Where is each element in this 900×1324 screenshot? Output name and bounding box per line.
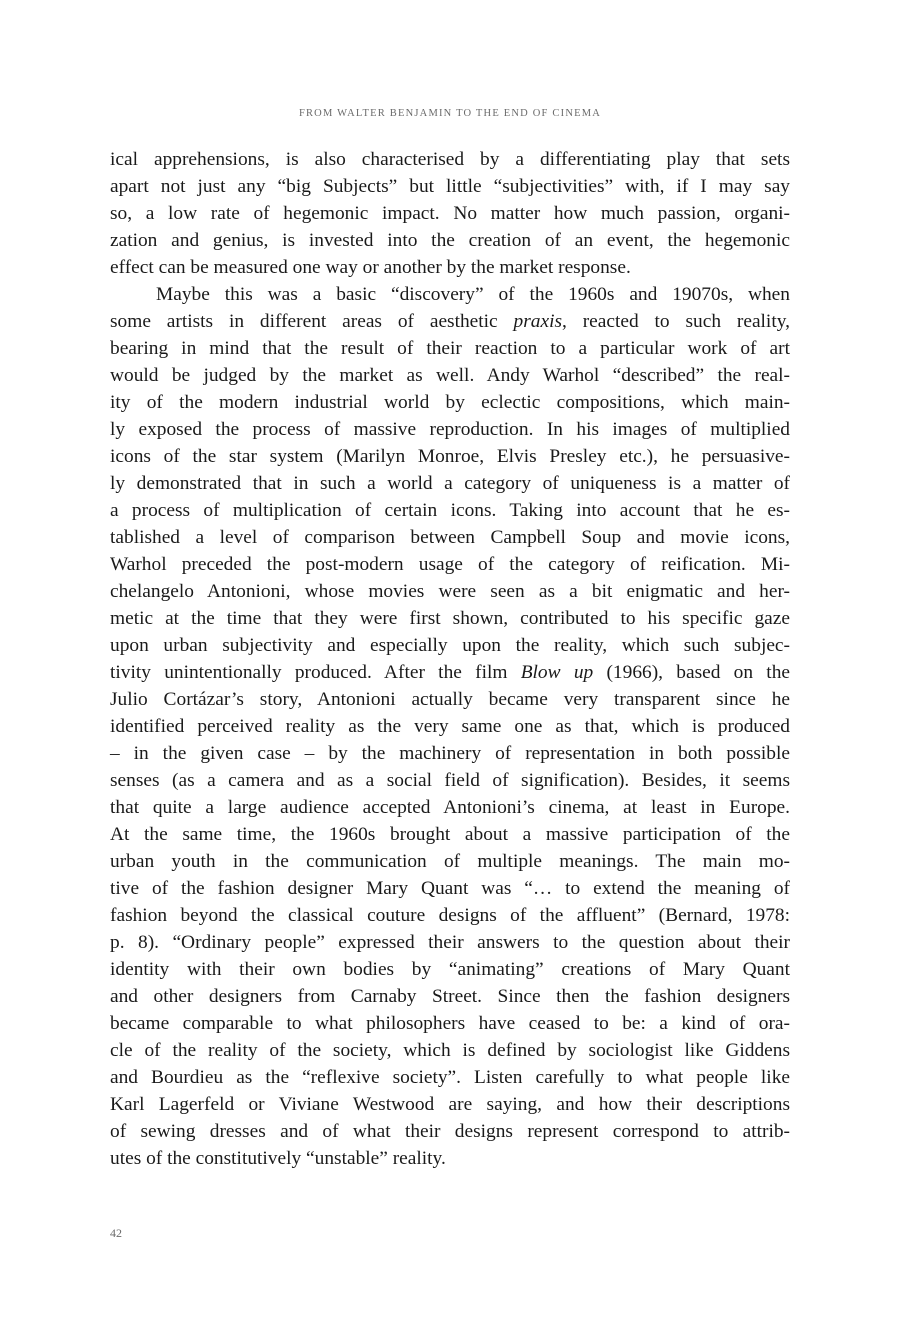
text-line: urban youth in the communication of multiple meanings. The main mo- [110, 851, 790, 872]
text-line: senses (as a camera and as a social field of signification). Besides, it seems [110, 770, 790, 791]
text-line: ly demonstrated that in such a world a category of uniqueness is a matter of [110, 473, 790, 494]
text-line-with-italic [110, 659, 790, 686]
text-line: so, a low rate of hegemonic impact. No matter how much passion, organi- [110, 203, 790, 224]
text-line: utes of the constitutively “unstable” reality. [110, 1148, 446, 1169]
body-text [110, 146, 790, 1172]
text-line: Maybe this was a basic “discovery” of the 1960s and 19070s, when [156, 284, 790, 305]
text-line: bearing in mind that the result of their reaction to a particular work of art [110, 338, 790, 359]
text-line: and Bourdieu as the “reflexive society”. Listen carefully to what people like [110, 1067, 790, 1088]
text-line: zation and genius, is invested into the creation of an event, the hegemonic [110, 230, 790, 251]
italic-film-title: Blow up [520, 662, 594, 683]
text-fragment: , reacted to such reality, [562, 311, 790, 332]
text-line: chelangelo Antonioni, whose movies were seen as a bit enigmatic and her- [110, 581, 790, 602]
text-fragment: tivity unintentionally produced. After the film [110, 662, 521, 683]
text-line: Karl Lagerfeld or Viviane Westwood are saying, and how their descriptions [110, 1094, 790, 1115]
text-fragment: (1966), based on the [593, 662, 790, 683]
text-line: p. 8). “Ordinary people” expressed their answers to the question about their [110, 932, 790, 953]
text-line: ity of the modern industrial world by eclectic compositions, which main- [110, 392, 790, 413]
text-line: Julio Cortázar’s story, Antonioni actually became very transparent since he [110, 689, 790, 710]
page-number: 42 [110, 1226, 122, 1240]
text-line: a process of multiplication of certain icons. Taking into account that he es- [110, 500, 790, 521]
text-line: icons of the star system (Marilyn Monroe, Elvis Presley etc.), he persuasive- [110, 446, 790, 467]
text-line: would be judged by the market as well. Andy Warhol “described” the real- [110, 365, 790, 386]
text-line: At the same time, the 1960s brought about a massive participation of the [110, 824, 790, 845]
text-line: fashion beyond the classical couture designs of the affluent” (Bernard, 1978: [110, 905, 790, 926]
text-line: tablished a level of comparison between Campbell Soup and movie icons, [110, 527, 790, 548]
text-line: that quite a large audience accepted Antonioni’s cinema, at least in Europe. [110, 797, 790, 818]
text-line: – in the given case – by the machinery of representation in both possible [110, 743, 790, 764]
text-line: ly exposed the process of massive reproduction. In his images of multiplied [110, 419, 790, 440]
text-line: metic at the time that they were first shown, contributed to his specific gaze [110, 608, 790, 629]
text-line: Warhol preceded the post-modern usage of the category of reification. Mi- [110, 554, 790, 575]
text-line: of sewing dresses and of what their designs represent correspond to attrib- [110, 1121, 790, 1142]
italic-term-praxis: praxis [513, 311, 563, 332]
text-line: became comparable to what philosophers have ceased to be: a kind of ora- [110, 1013, 790, 1034]
text-line: identified perceived reality as the very same one as that, which is produced [110, 716, 790, 737]
text-line: cle of the reality of the society, which is defined by sociologist like Giddens [110, 1040, 790, 1061]
text-line: ical apprehensions, is also characterised by a differentiating play that sets [110, 149, 790, 170]
text-fragment: some artists in different areas of aesthetic [110, 311, 514, 332]
text-line: and other designers from Carnaby Street. Since then the fashion designers [110, 986, 790, 1007]
running-header: FROM WALTER BENJAMIN TO THE END OF CINEMA [298, 108, 602, 119]
text-line: effect can be measured one way or another by the market response. [110, 257, 631, 278]
text-line: apart not just any “big Subjects” but little “subjectivities” with, if I may say [110, 176, 790, 197]
text-line: tive of the fashion designer Mary Quant was “… to extend the meaning of [110, 878, 790, 899]
text-line: upon urban subjectivity and especially upon the reality, which such subjec- [110, 635, 790, 656]
text-line: identity with their own bodies by “animating” creations of Mary Quant [110, 959, 790, 980]
text-line-with-italic [110, 308, 790, 335]
